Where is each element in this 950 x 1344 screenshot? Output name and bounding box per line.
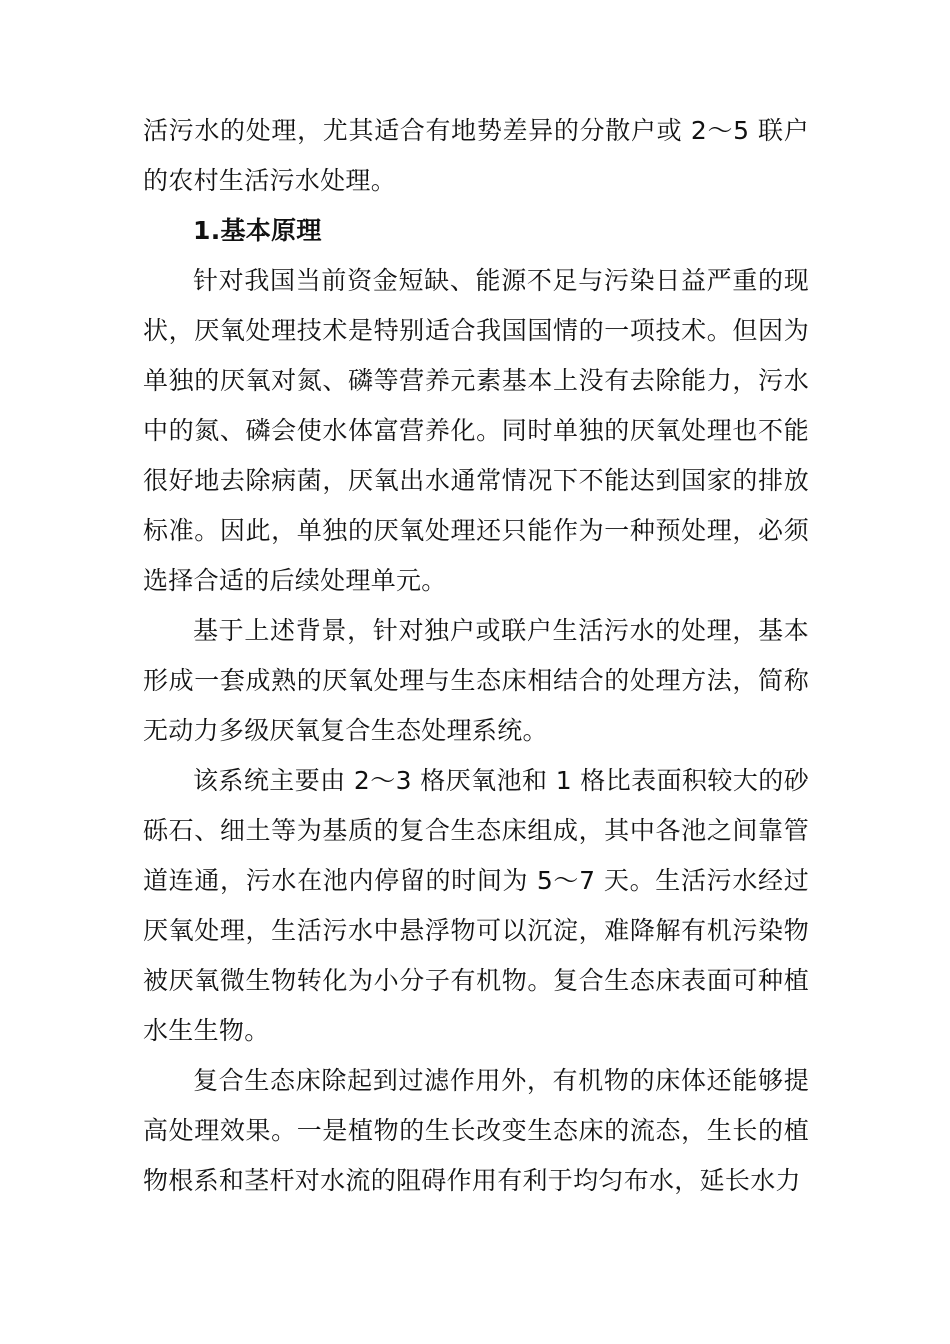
paragraph-method: 基于上述背景，针对独户或联户生活污水的处理，基本形成一套成熟的厌氧处理与生态床相结合的处理方法，简称无动力多级厌氧复合生态处理系统。	[143, 616, 809, 745]
paragraph-background: 针对我国当前资金短缺、能源不足与污染日益严重的现状，厌氧处理技术是特别适合我国国情的一项技术。但因为单独的厌氧对氮、磷等营养元素基本上没有去除能力，污水中的氮、磷会使水体富营养化。同时单独的厌氧处理也不能很好地去除病菌，厌氧出水通常情况下不能达到国家的排放标准。因此，单独的厌氧处理还只能作为一种预处理，必须选择合适的后续处理单元。	[143, 266, 809, 595]
section-heading: 1.基本原理	[193, 216, 322, 245]
paragraph-system: 该系统主要由 2～3 格厌氧池和 1 格比表面积较大的砂砾石、细土等为基质的复合生态床组成，其中各池之间靠管道连通，污水在池内停留的时间为 5～7 天。生活污水经过厌氧处理，生活污水中悬浮物可以沉淀，难降解有机污染物被厌氧微生物转化为小分子有机物。复合生态床表面可种植水生生物。	[143, 766, 809, 1045]
document-body	[143, 106, 809, 1206]
paragraph-continuation: 活污水的处理，尤其适合有地势差异的分散户或 2～5 联户的农村生活污水处理。	[143, 116, 809, 195]
paragraph-ecobed: 复合生态床除起到过滤作用外，有机物的床体还能够提高处理效果。一是植物的生长改变生态床的流态，生长的植物根系和茎杆对水流的阻碍作用有利于均匀布水，延长水力	[143, 1066, 809, 1195]
